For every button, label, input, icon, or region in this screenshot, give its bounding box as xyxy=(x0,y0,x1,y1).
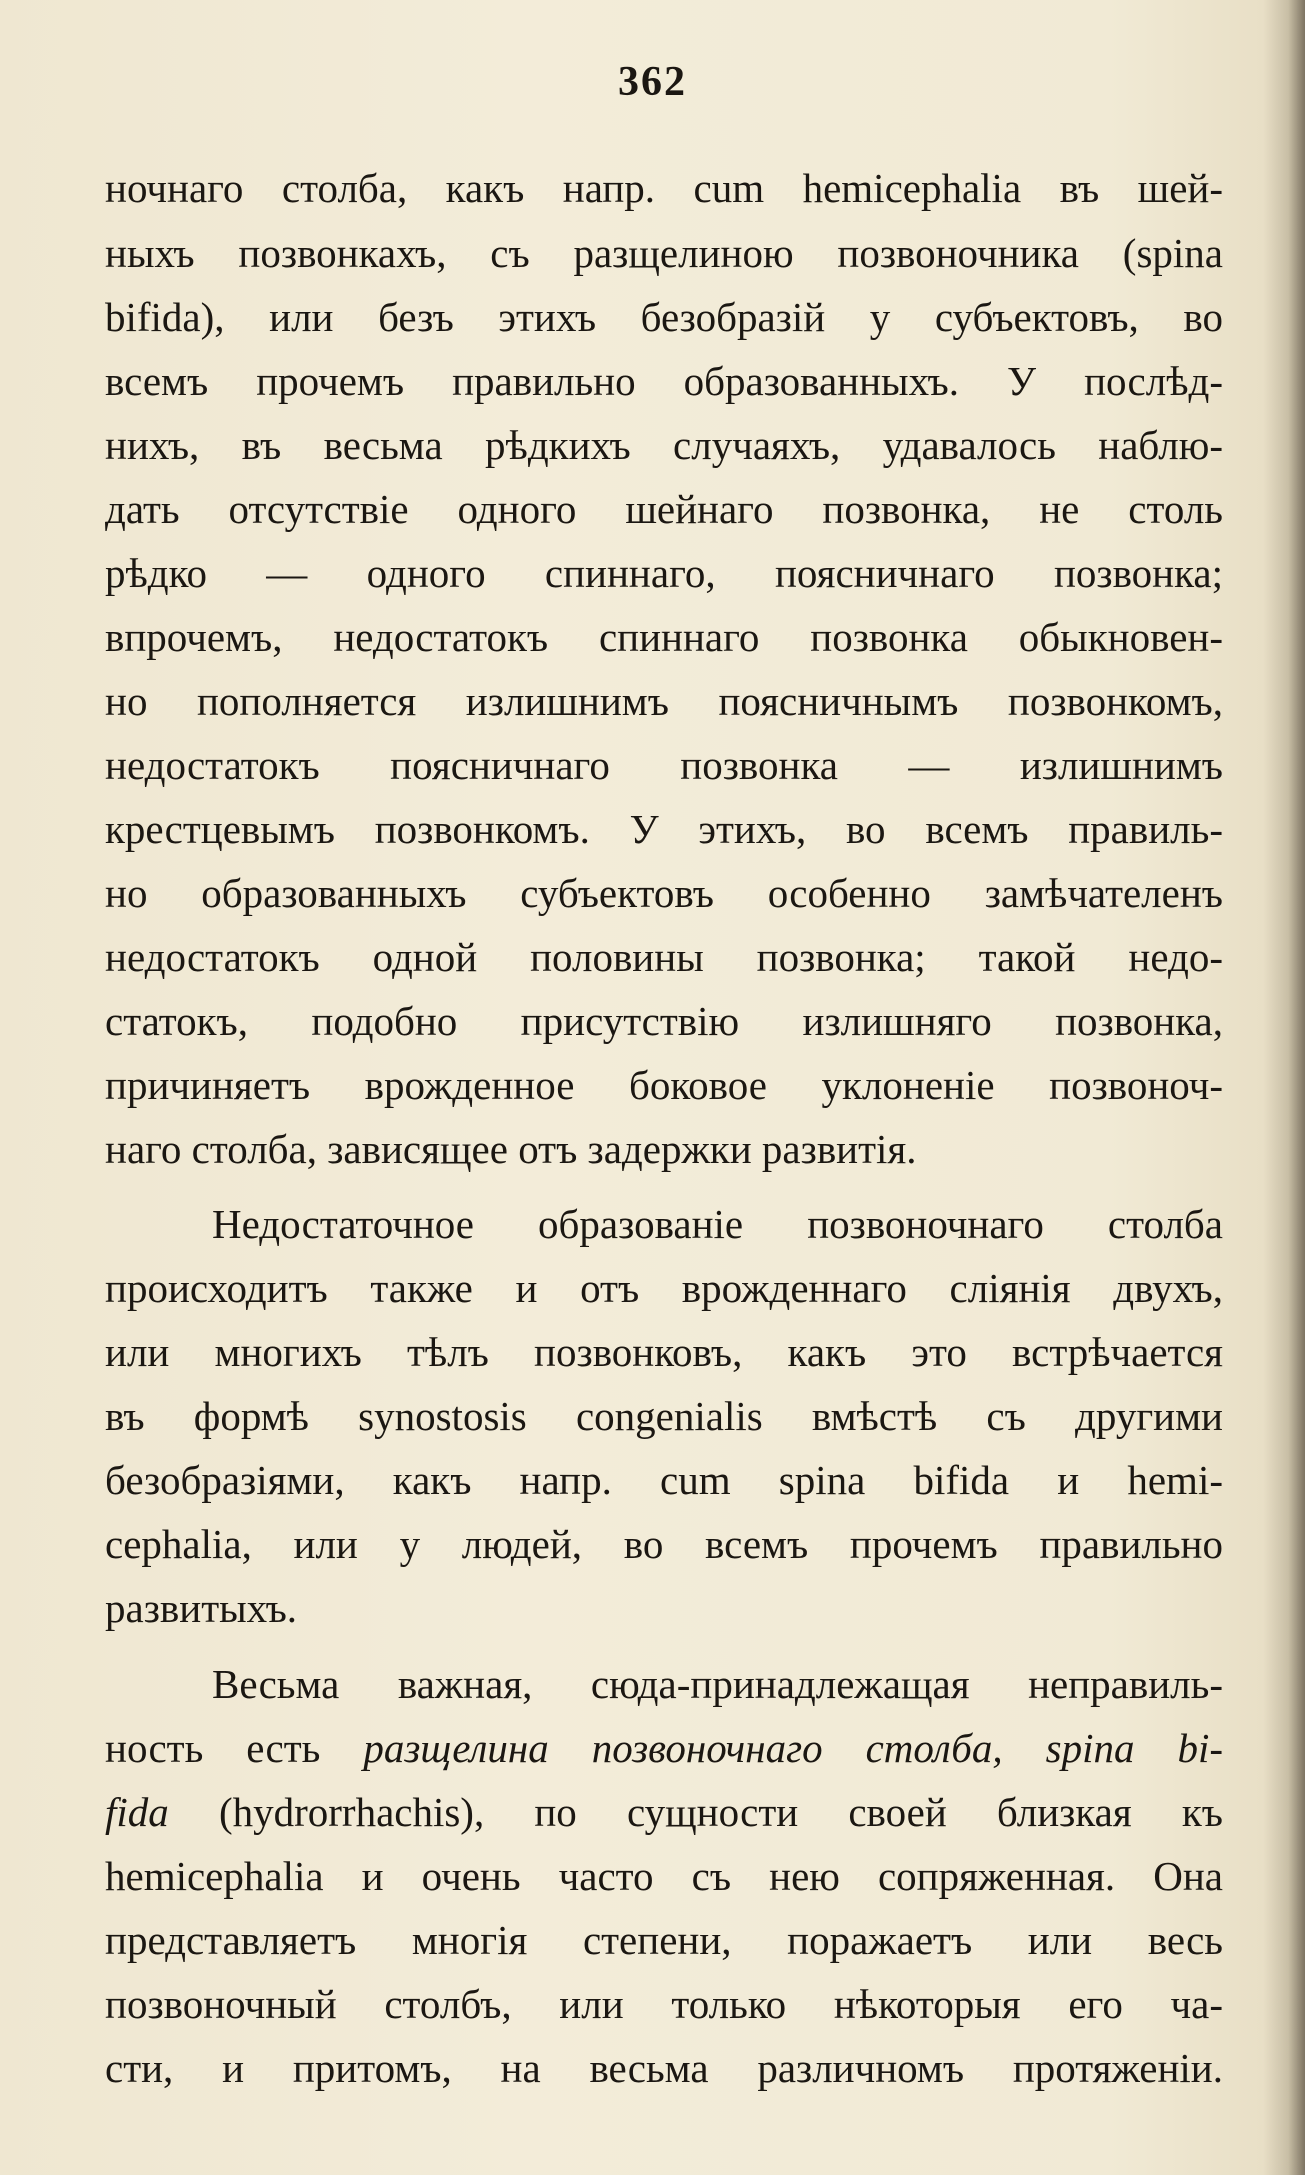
text-line: дать отсутствіе одного шейнаго позвонка, не столь xyxy=(105,486,1223,532)
text-line: всемъ прочемъ правильно образованныхъ. У послѣд- xyxy=(105,358,1223,404)
text-line: впрочемъ, недостатокъ спиннаго позвонка обыкновен- xyxy=(105,614,1223,660)
text-line: ныхъ позвонкахъ, съ разщелиною позвоночника (spina xyxy=(105,230,1223,276)
text-line: но образованныхъ субъектовъ особенно замѣчателенъ xyxy=(105,870,1223,916)
text-line: ночнаго столба, какъ напр. cum hemicephalia въ шей- xyxy=(105,165,1223,211)
text-line: недостатокъ одной половины позвонка; такой недо- xyxy=(105,934,1223,980)
text-line xyxy=(105,1718,1223,1778)
text-line: развитыхъ. xyxy=(105,1585,298,1631)
text-line: Недостаточное образованіе позвоночнаго столба xyxy=(212,1201,1223,1247)
text-line: представляетъ многія степени, поражаетъ или весь xyxy=(105,1917,1223,1963)
page-number: 362 xyxy=(618,59,687,105)
text-line: недостатокъ поясничнаго позвонка — излишнимъ xyxy=(105,742,1223,788)
text-line: происходитъ также и отъ врожденнаго слiянія двухъ, xyxy=(105,1265,1223,1311)
text-line: hemicephalia и очень часто съ нею сопряженная. Она xyxy=(105,1853,1223,1899)
italic-term: разщелина позвоночнаго столба, spina bi- xyxy=(363,1725,1224,1771)
text-line: cephalia, или у людей, во всемъ прочемъ правильно xyxy=(105,1521,1223,1567)
italic-term: fida xyxy=(105,1789,169,1835)
text-segment: Весьма важная, сюда-принадлежащая неправиль- xyxy=(212,1661,1223,1707)
text-line: причиняетъ врожденное боковое уклоненіе позвоноч- xyxy=(105,1062,1223,1108)
text-line: нихъ, въ весьма рѣдкихъ случаяхъ, удавалось наблю- xyxy=(105,422,1223,468)
text-line xyxy=(105,1782,1223,1842)
text-line: позвоночный столбъ, или только нѣкоторыя его ча- xyxy=(105,1981,1223,2027)
text-line: сти, и притомъ, на весьма различномъ протяженіи. xyxy=(105,2045,1223,2091)
text-line: bifida), или безъ этихъ безобразій у субъектовъ, во xyxy=(105,294,1223,340)
text-segment: ность есть xyxy=(105,1725,364,1771)
text-line xyxy=(212,1654,1223,1714)
text-line: наго столба, зависящее отъ задержки развитія. xyxy=(105,1126,917,1172)
text-line: въ формѣ synostosis congenialis вмѣстѣ съ другими xyxy=(105,1393,1223,1439)
text-segment: (hydrorrhachis), по сущности своей близкая къ xyxy=(168,1789,1223,1835)
text-line: статокъ, подобно присутствію излишняго позвонка, xyxy=(105,998,1223,1044)
text-line: или многихъ тѣлъ позвонковъ, какъ это встрѣчается xyxy=(105,1329,1223,1375)
page-edge-shadow xyxy=(1263,0,1305,2175)
text-line: рѣдко — одного спиннаго, поясничнаго позвонка; xyxy=(105,550,1223,596)
text-line: безобразіями, какъ напр. cum spina bifida и hemi- xyxy=(105,1457,1223,1503)
text-line: крестцевымъ позвонкомъ. У этихъ, во всемъ правиль- xyxy=(105,806,1223,852)
text-line: но пополняется излишнимъ поясничнымъ позвонкомъ, xyxy=(105,678,1223,724)
